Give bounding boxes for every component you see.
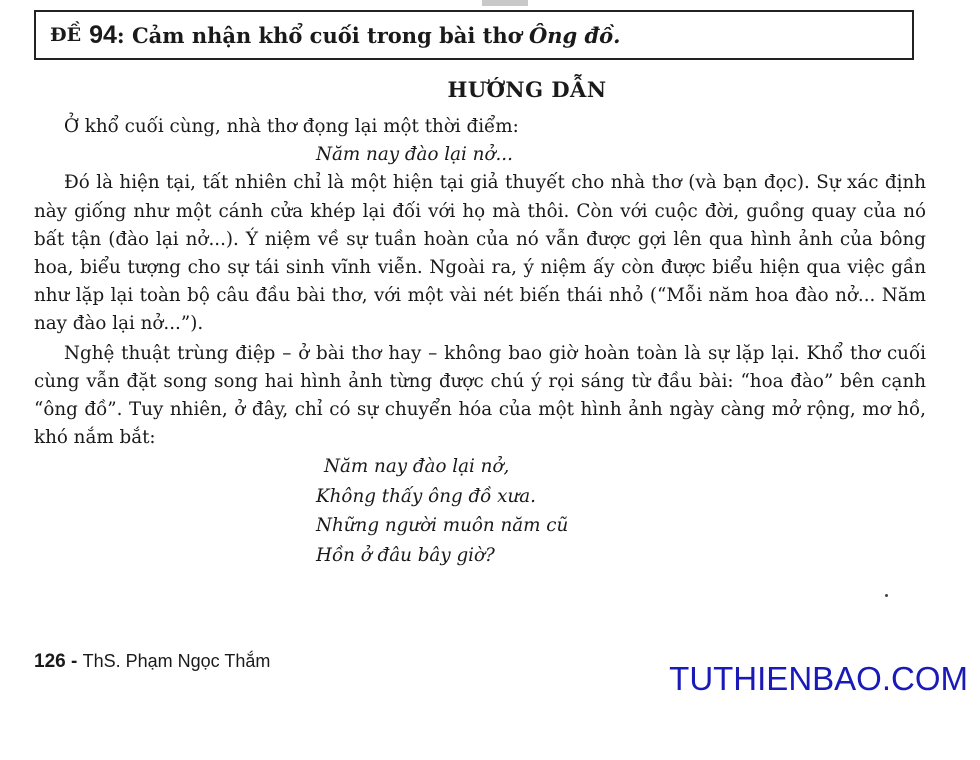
- verse-line: Hồn ở đâu bây giờ?: [316, 544, 495, 566]
- exercise-number: 94: [89, 20, 117, 49]
- verse-line: Năm nay đào lại nở,: [324, 456, 510, 478]
- exercise-title-text: : Cảm nhận khổ cuối trong bài thơ: [116, 22, 529, 48]
- author-name: ThS. Phạm Ngọc Thắm: [82, 651, 271, 671]
- exercise-title-box: [34, 10, 914, 60]
- paragraph-analysis-1: Đó là hiện tại, tất nhiên chỉ là một hiện tại giả thuyết cho nhà thơ (và bạn đọc). Sự xác định này giống như một cánh cửa khép lại đối với họ mà thôi. Còn với cuộc đời, guồng quay của nó bất tận (đào lại nở...). Ý niệm về sự tuần hoàn của nó vẫn được gợi lên qua hình ảnh của bông hoa, biểu tượng cho sự tái sinh vĩnh viễn. Ngoài ra, ý niệm ấy còn được biểu hiện qua việc gần như lặp lại toàn bộ câu đầu bài thơ, với một vài nét biến thái nhỏ (“Mỗi năm hoa đào nở... Năm nay đào lại nở...”).: [34, 172, 926, 335]
- paragraph-intro: Ở khổ cuối cùng, nhà thơ đọng lại một thời điểm:: [64, 116, 519, 137]
- verse-quote: Năm nay đào lại nở...: [316, 144, 513, 166]
- verse-line: Những người muôn năm cũ: [316, 515, 569, 537]
- watermark-text: TUTHIENBAO.COM: [669, 660, 968, 697]
- exercise-label: ĐỀ: [50, 24, 82, 46]
- section-heading: HƯỚNG DẪN: [447, 77, 607, 102]
- page-number: 126: [34, 651, 66, 672]
- exercise-poem-name: Ông đồ.: [528, 22, 621, 48]
- verse-stanza: [34, 452, 926, 570]
- body-text: [34, 113, 926, 570]
- footer-separator: -: [65, 651, 83, 672]
- page-footer: [34, 651, 270, 673]
- paragraph-analysis-2: Nghệ thuật trùng điệp – ở bài thơ hay – không bao giờ hoàn toàn là sự lặp lại. Khổ thơ cuối cùng vẫn đặt song song hai hình ảnh từng được chú ý rọi sáng từ đầu bài: “hoa đào” bên cạnh “ông đồ”. Tuy nhiên, ở đây, chỉ có sự chuyển hóa của một hình ảnh ngày càng mở rộng, mơ hồ, khó nắm bắt:: [34, 342, 926, 449]
- verse-line: Không thấy ông đồ xưa.: [316, 485, 536, 507]
- page-top-tab: [482, 0, 528, 6]
- speck-mark: [885, 594, 888, 597]
